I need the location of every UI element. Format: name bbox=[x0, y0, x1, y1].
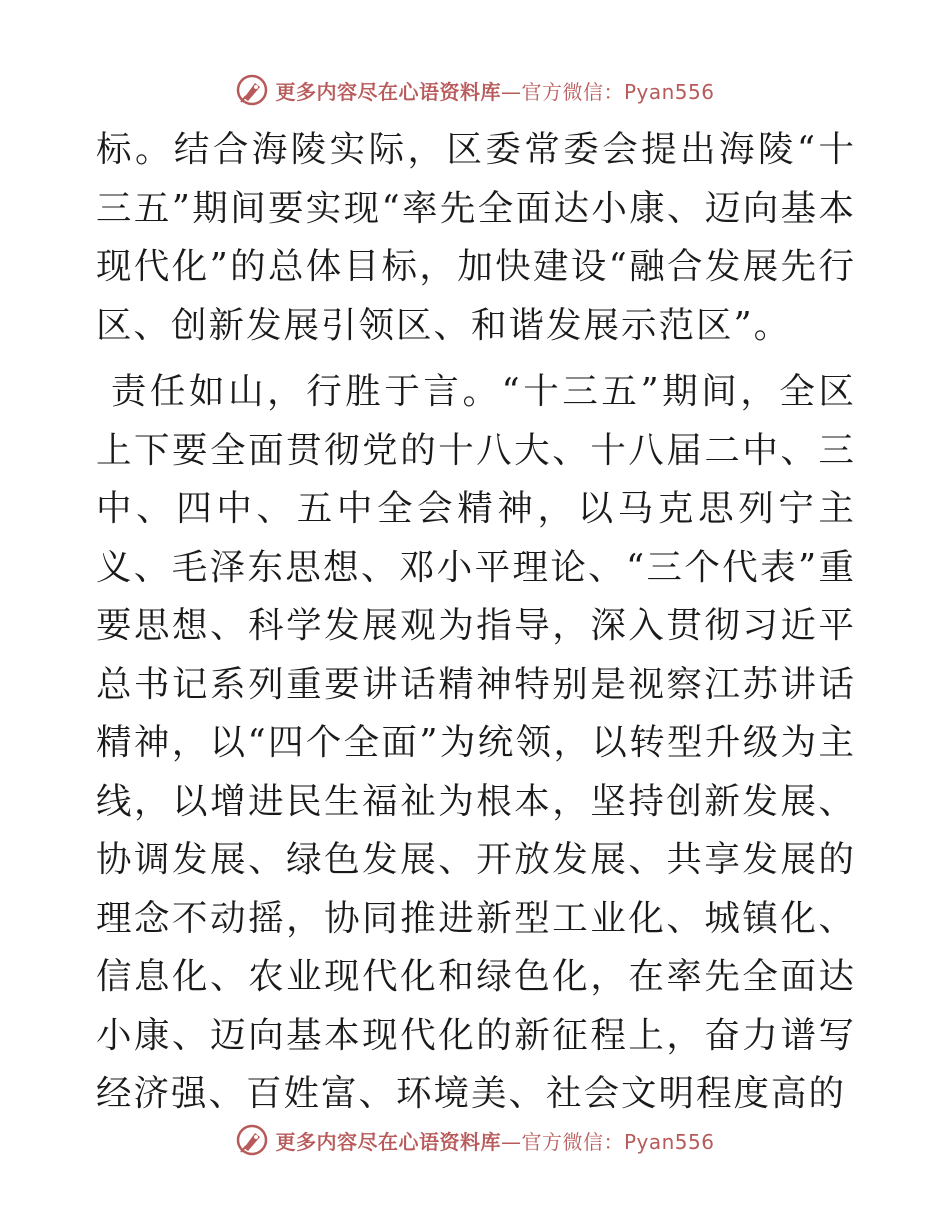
footer-banner-rest: —官方微信：Pyan556 bbox=[500, 1129, 715, 1154]
footer-banner[interactable] bbox=[0, 1120, 950, 1160]
header-banner-text bbox=[275, 76, 714, 105]
pen-tip-logo-icon bbox=[235, 1123, 269, 1157]
pen-tip-logo-icon bbox=[235, 73, 269, 107]
header-banner[interactable] bbox=[0, 70, 950, 110]
paragraph-1: 标。结合海陵实际，区委常委会提出海陵“十三五”期间要实现“率先全面达小康、迈向基本现代化”的总体目标，加快建设“融合发展先行区、创新发展引领区、和谐发展示范区”。 bbox=[96, 129, 856, 346]
header-banner-rest: —官方微信：Pyan556 bbox=[500, 79, 715, 104]
header-banner-main: 更多内容尽在心语资料库 bbox=[275, 79, 501, 104]
paragraph-2: 责任如山，行胜于言。“十三五”期间，全区上下要全面贯彻党的十八大、十八届二中、三中、四中、五中全会精神，以马克思列宁主义、毛泽东思想、邓小平理论、“三个代表”重要思想、科学发展观为指导，深入贯彻习近平总书记系列重要讲话精神特别是视察江苏讲话精神，以“四个全面”为统领，以转型升级为主线，以增进民生福祉为根本，坚持创新发展、协调发展、绿色发展、开放发展、共享发展的理念不动摇，协同推进新型工业化、城镇化、信息化、农业现代化和绿色化，在率先全面达小康、迈向基本现代化的新征程上，奋力谱写经济强、百姓富、环境美、社会文明程度高的 bbox=[96, 371, 856, 1114]
footer-banner-main: 更多内容尽在心语资料库 bbox=[275, 1129, 501, 1154]
footer-banner-text bbox=[275, 1126, 714, 1155]
body-text bbox=[96, 121, 856, 1124]
